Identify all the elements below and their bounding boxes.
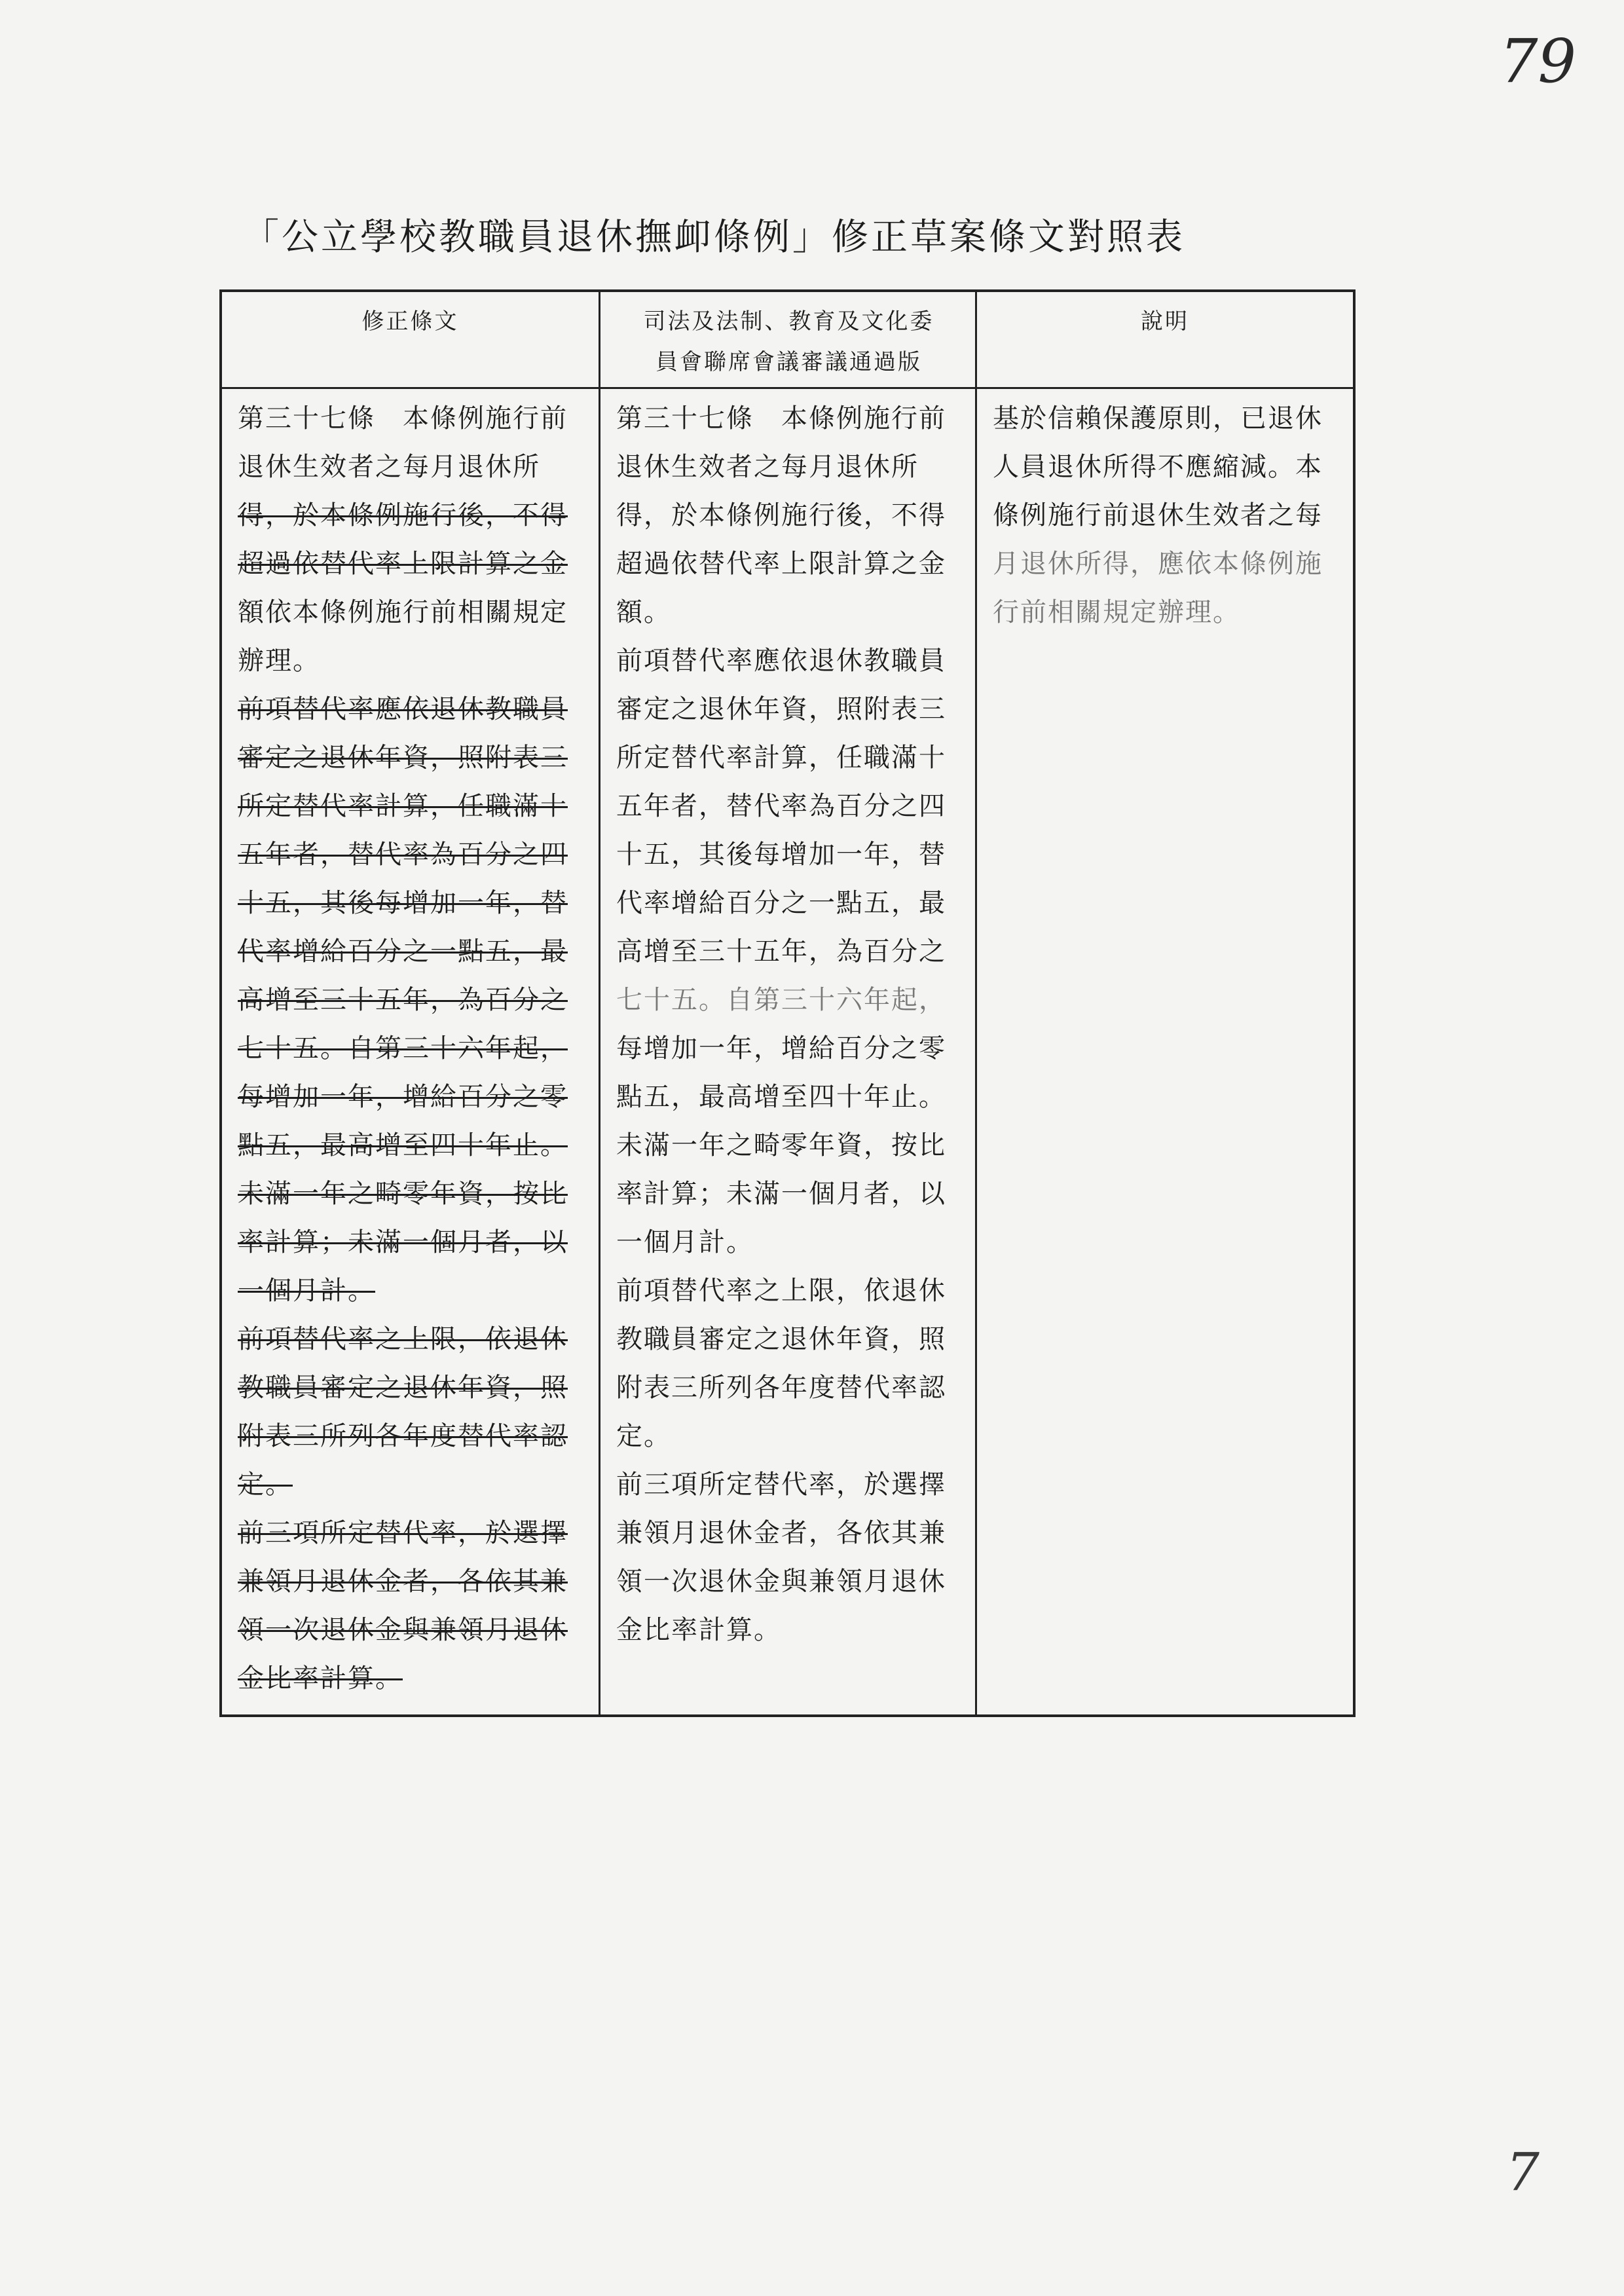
text-line: 退休生效者之每月退休所 [616, 452, 919, 482]
text-line: 前項替代率之上限，依退休 [616, 1276, 946, 1306]
amended-text-body [222, 389, 599, 1703]
text-line: 一個月計。 [238, 1276, 375, 1306]
text-line: 審定之退休年資，照附表三 [616, 694, 946, 724]
header-label-line-2: 員會聯席會議審議通過版 [655, 349, 922, 375]
footer-mark: 7 [1506, 2141, 1540, 2202]
text-line: 五年者，替代率為百分之四 [238, 840, 568, 870]
comparison-table [219, 289, 1356, 1717]
text-line: 退休生效者之每月退休所 [238, 452, 540, 482]
column-amended-text [222, 292, 599, 1714]
header-amended-text [222, 292, 599, 389]
column-committee-version [599, 292, 977, 1714]
text-line: 額依本條例施行前相關規定 [238, 597, 568, 627]
text-line: 附表三所列各年度替代率認 [616, 1373, 946, 1403]
text-line: 前項替代率應依退休教職員 [616, 646, 946, 676]
text-line: 所定替代率計算，任職滿十 [616, 743, 946, 773]
text-line: 十五，其後每增加一年，替 [616, 840, 946, 870]
text-line: 條例施行前退休生效者之每 [993, 500, 1323, 530]
text-line: 領一次退休金與兼領月退休 [616, 1566, 946, 1597]
text-line: 所定替代率計算，任職滿十 [238, 791, 568, 821]
text-line: 代率增給百分之一點五，最 [616, 888, 946, 918]
text-line: 審定之退休年資，照附表三 [238, 743, 568, 773]
text-line: 代率增給百分之一點五，最 [238, 936, 568, 967]
text-line: 第三十七條 本條例施行前 [616, 403, 946, 434]
text-line: 每增加一年，增給百分之零 [616, 1033, 946, 1064]
header-label: 說明 [1141, 308, 1189, 335]
header-label: 修正條文 [361, 308, 459, 335]
header-label-line-1: 司法及法制、教育及文化委 [643, 308, 934, 335]
text-line: 未滿一年之畸零年資，按比 [616, 1130, 946, 1160]
text-line: 附表三所列各年度替代率認 [238, 1421, 568, 1451]
text-line: 金比率計算。 [238, 1663, 403, 1694]
text-line: 月退休所得，應依本條例施 [993, 549, 1323, 579]
header-explanation [977, 292, 1353, 389]
text-line: 得，於本條例施行後，不得 [238, 500, 568, 530]
text-line: 前三項所定替代率，於選擇 [616, 1470, 946, 1500]
text-line: 率計算；未滿一個月者，以 [616, 1179, 946, 1209]
text-line: 定。 [616, 1421, 671, 1451]
text-line: 兼領月退休金者，各依其兼 [616, 1518, 946, 1548]
text-line: 一個月計。 [616, 1227, 754, 1257]
text-line: 超過依替代率上限計算之金 [238, 549, 568, 579]
text-line: 點五，最高增至四十年止。 [616, 1082, 946, 1112]
text-line: 前三項所定替代率，於選擇 [238, 1518, 568, 1548]
text-line: 行前相關規定辦理。 [993, 597, 1240, 627]
text-line: 辦理。 [238, 646, 320, 676]
text-line: 得，於本條例施行後，不得 [616, 500, 946, 530]
text-line: 前項替代率應依退休教職員 [238, 694, 568, 724]
column-explanation [975, 292, 1353, 1714]
text-line: 教職員審定之退休年資，照 [616, 1324, 946, 1354]
text-line: 點五，最高增至四十年止。 [238, 1130, 568, 1160]
text-line: 領一次退休金與兼領月退休 [238, 1615, 568, 1645]
text-line: 七十五。自第三十六年起， [238, 1033, 568, 1064]
text-line: 每增加一年，增給百分之零 [238, 1082, 568, 1112]
header-committee-version [600, 292, 977, 389]
text-line: 教職員審定之退休年資，照 [238, 1373, 568, 1403]
text-line: 人員退休所得不應縮減。本 [993, 452, 1323, 482]
text-line: 五年者，替代率為百分之四 [616, 791, 946, 821]
page-number: 79 [1500, 26, 1577, 96]
text-line: 第三十七條 本條例施行前 [238, 403, 568, 434]
text-line: 前項替代率之上限，依退休 [238, 1324, 568, 1354]
text-line: 基於信賴保護原則，已退休 [993, 403, 1323, 434]
text-line: 超過依替代率上限計算之金 [616, 549, 946, 579]
text-line: 未滿一年之畸零年資，按比 [238, 1179, 568, 1209]
text-line: 金比率計算。 [616, 1615, 781, 1645]
text-line: 十五，其後每增加一年，替 [238, 888, 568, 918]
text-line: 額。 [616, 597, 671, 627]
document-title: 「公立學校教職員退休撫卹條例」修正草案條文對照表 [242, 216, 1185, 259]
text-line: 七十五。自第三十六年起， [616, 985, 946, 1015]
explanation-body [977, 389, 1353, 637]
text-line: 高增至三十五年，為百分之 [616, 936, 946, 967]
text-line: 高增至三十五年，為百分之 [238, 985, 568, 1015]
text-line: 率計算；未滿一個月者，以 [238, 1227, 568, 1257]
committee-version-body [600, 389, 977, 1654]
text-line: 定。 [238, 1470, 293, 1500]
text-line: 兼領月退休金者，各依其兼 [238, 1566, 568, 1597]
